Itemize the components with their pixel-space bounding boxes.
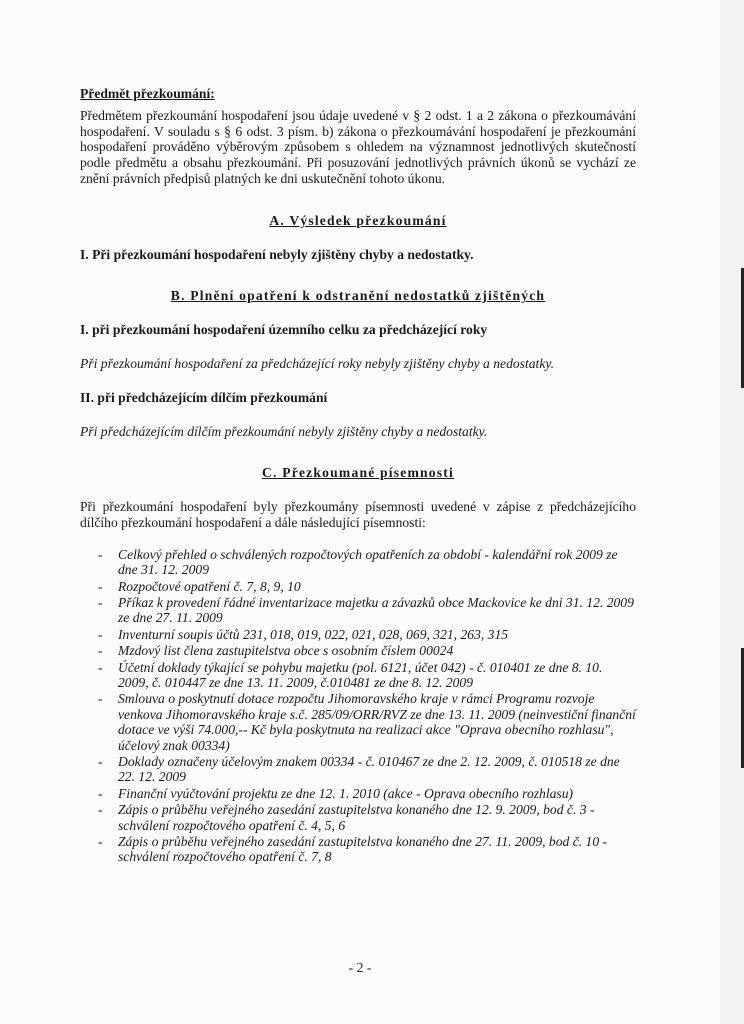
list-item: - Zápis o průběhu veřejného zasedání zastupitelstva konaného dne 27. 11. 2009, bod č. 10 - schválení rozpočtového opatření č. 7, 8 — [98, 834, 608, 865]
scan-edge — [720, 0, 744, 1024]
section-b-item1-text: Při přezkoumání hospodaření za předcházející roky nebyly zjištěny chyby a nedostatky. — [80, 355, 555, 371]
list-item: - Inventurní soupis účtů 231, 018, 019, 022, 021, 028, 069, 321, 263, 315 — [98, 626, 509, 642]
list-item: - Příkaz k provedení řádné inventarizace majetku a závazků obce Mackovice ke dni 31. 12. 2009 ze dne 27. 11. 2009 — [98, 594, 634, 626]
section-c-title: C. Přezkoumané písemnosti — [262, 465, 454, 481]
section-b-item2-title: II. při předcházejícím dílčím přezkoumání — [80, 389, 328, 405]
list-item: - Celkový přehled o schválených rozpočtových opatřeních za období - kalendářní rok 2009 ze dne 31. 12. 2009 — [98, 546, 618, 578]
page-number: - 2 - — [348, 960, 372, 975]
subject-text: Předmětem přezkoumání hospodaření jsou údaje uvedené v § 2 odst. 1 a 2 zákona o přezkoumávání hospodaření. V souladu s § 6 odst. 3 písm. b) zákona o přezkoumávání hospodaření je přezkoumání hospodaření prováděno výběrovým způsobem s ohledem na významnost jednotlivých skutečností podle předmětu a obsahu přezkoumání. Při posuzování jednotlivých právních úkonů se vychází ze znění právních předpisů platných ke dni uskutečnění tohoto úkonu. — [80, 107, 636, 186]
section-b-item2-text: Při předcházejícím dílčím přezkoumání nebyly zjištěny chyby a nedostatky. — [80, 423, 488, 439]
list-item: - Doklady označeny účelovým znakem 00334 - č. 010467 ze dne 2. 12. 2009, č. 010518 ze dne 22. 12. 2009 — [98, 754, 620, 785]
list-item: - Účetní doklady týkající se pohybu majetku (pol. 6121, účet 042) - č. 010401 ze dne 8. 10. 2009, č. 010447 ze dne 13. 11. 2009, č.010481 ze dne 8. 12. 2009 — [98, 659, 603, 690]
section-b-title: B. Plnění opatření k odstranění nedostatků zjištěných — [170, 288, 546, 304]
list-item: - Rozpočtové opatření č. 7, 8, 9, 10 — [98, 578, 301, 594]
list-item: - Finanční vyúčtování projektu ze dne 12. 1. 2010 (akce - Oprava obecního rozhlasu) — [98, 785, 574, 801]
list-item: - Zápis o průběhu veřejného zasedání zastupitelstva konaného dne 12. 9. 2009, bod č. 3 - schválení rozpočtového opatření č. 4, 5, 6 — [98, 802, 595, 833]
list-item: - Mzdový list člena zastupitelstva obce s osobním číslem 00024 — [98, 643, 454, 659]
list-item: - Smlouva o poskytnutí dotace rozpočtu Jihomoravského kraje v rámci Programu rozvoje venkova Jihomoravského kraje s.č. 285/09/ORR/RVZ ze dne 13. 11. 2009 (neinvestiční finanční dotace ve výši 74.000,-- Kč byla poskytnuta na realizaci akce "Oprava obecního rozhlasu", účelový znak 00334) — [98, 691, 636, 753]
section-a-item: I. Při přezkoumání hospodaření nebyly zjištěny chyby a nedostatky. — [80, 246, 474, 262]
section-c-intro: Při přezkoumání hospodaření byly přezkoumány písemnosti uvedené v zápise z předcházejícího dílčího přezkoumání hospodaření a dále následující písemnosti: — [80, 499, 636, 530]
section-b-item1-title: I. při přezkoumání hospodaření územního celku za předcházející roky — [80, 322, 488, 338]
subject-heading: Předmět přezkoumání: — [80, 86, 215, 101]
section-a-title: A. Výsledek přezkoumání — [269, 212, 447, 228]
documents-list — [80, 547, 636, 865]
document-content — [80, 86, 636, 866]
